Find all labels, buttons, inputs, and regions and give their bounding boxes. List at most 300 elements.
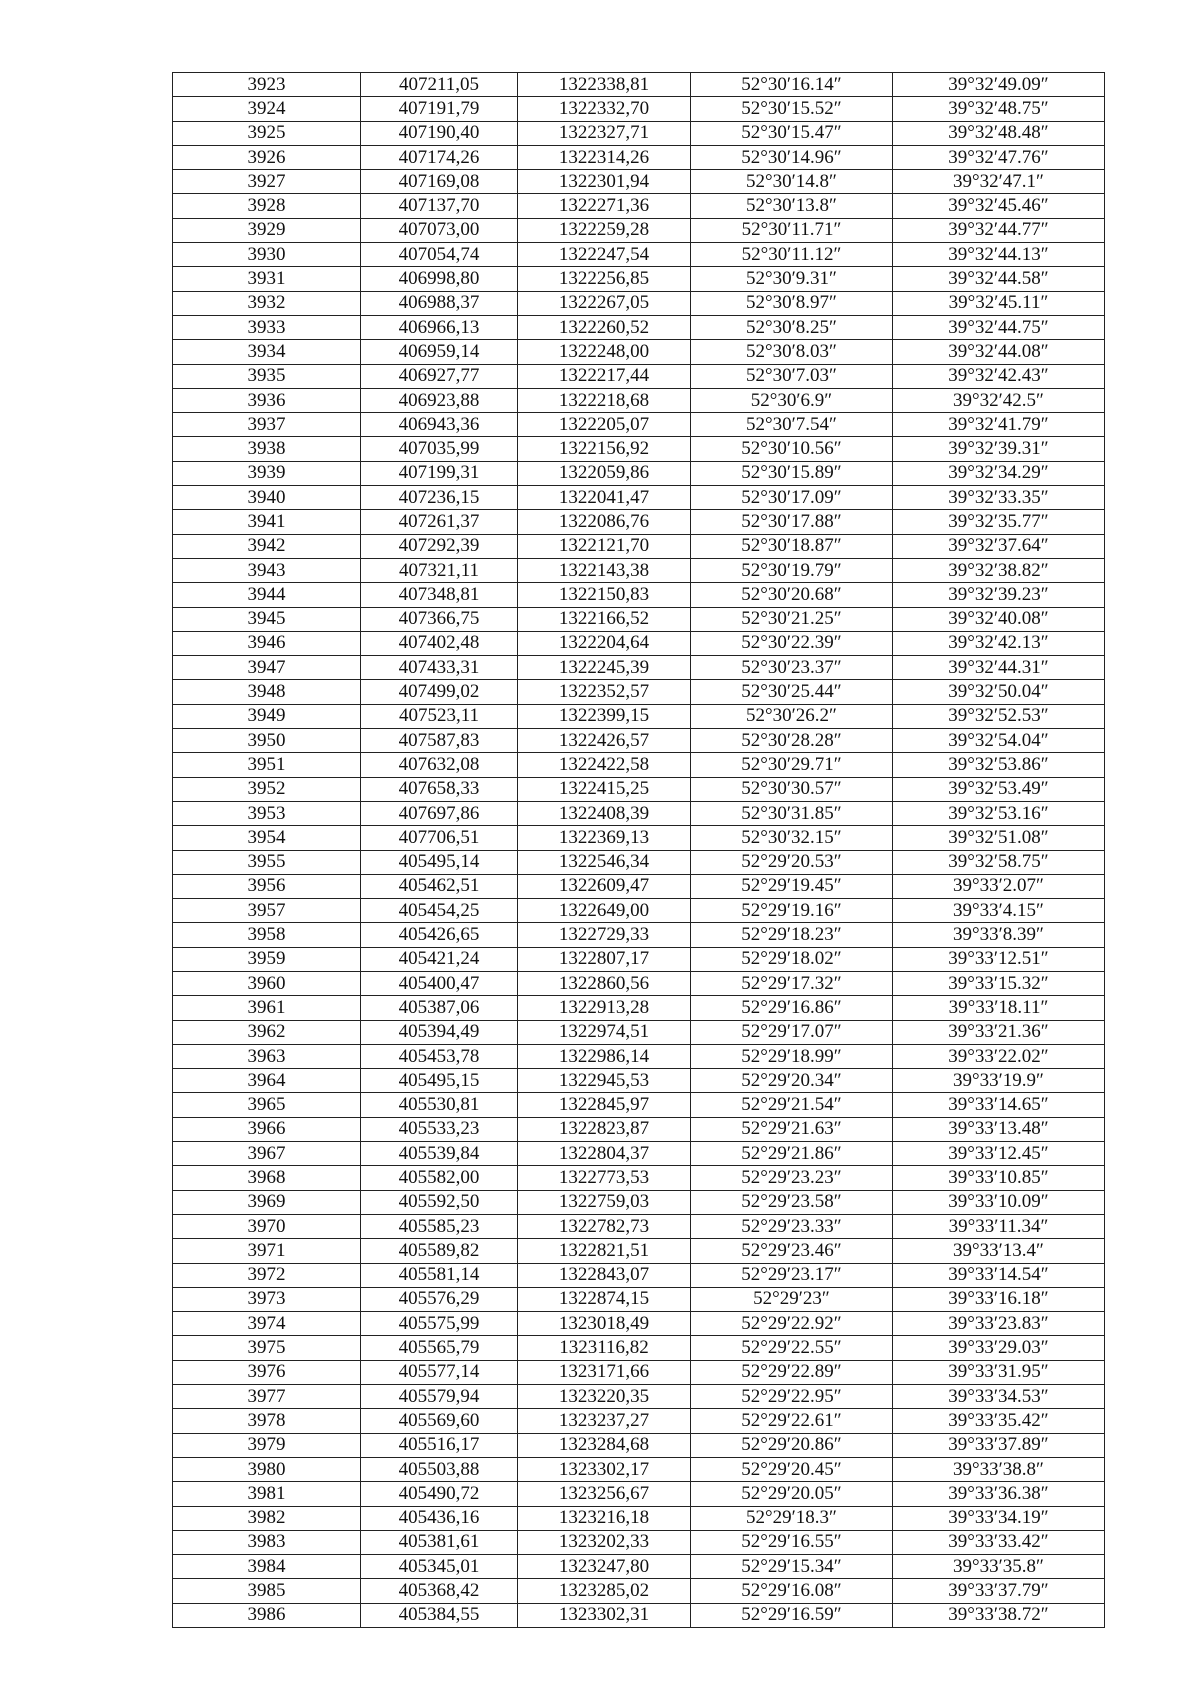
table-row xyxy=(173,315,1105,339)
table-row xyxy=(173,534,1105,558)
longitude-cell: 39°33′23.83″ xyxy=(893,1312,1105,1336)
latitude-cell: 52°29′19.16″ xyxy=(691,899,893,923)
table-row xyxy=(173,1530,1105,1554)
y-coordinate-cell: 1323247,80 xyxy=(518,1555,691,1579)
latitude-cell: 52°30′23.37″ xyxy=(691,656,893,680)
point-number-cell: 3939 xyxy=(173,461,361,485)
point-number-cell: 3963 xyxy=(173,1044,361,1068)
x-coordinate-cell: 407433,31 xyxy=(361,656,518,680)
x-coordinate-cell: 406927,77 xyxy=(361,364,518,388)
longitude-cell: 39°32′44.75″ xyxy=(893,315,1105,339)
table-row xyxy=(173,121,1105,145)
table-row xyxy=(173,1360,1105,1384)
longitude-cell: 39°32′53.49″ xyxy=(893,777,1105,801)
latitude-cell: 52°29′20.45″ xyxy=(691,1457,893,1481)
table-row xyxy=(173,291,1105,315)
point-number-cell: 3931 xyxy=(173,267,361,291)
longitude-cell: 39°32′45.11″ xyxy=(893,291,1105,315)
longitude-cell: 39°33′35.42″ xyxy=(893,1409,1105,1433)
point-number-cell: 3936 xyxy=(173,388,361,412)
table-row xyxy=(173,1385,1105,1409)
point-number-cell: 3960 xyxy=(173,971,361,995)
point-number-cell: 3955 xyxy=(173,850,361,874)
point-number-cell: 3949 xyxy=(173,704,361,728)
longitude-cell: 39°33′14.65″ xyxy=(893,1093,1105,1117)
x-coordinate-cell: 405368,42 xyxy=(361,1579,518,1603)
table-row xyxy=(173,850,1105,874)
table-row xyxy=(173,971,1105,995)
x-coordinate-cell: 407174,26 xyxy=(361,145,518,169)
y-coordinate-cell: 1322217,44 xyxy=(518,364,691,388)
point-number-cell: 3944 xyxy=(173,583,361,607)
x-coordinate-cell: 405495,14 xyxy=(361,850,518,874)
point-number-cell: 3930 xyxy=(173,243,361,267)
longitude-cell: 39°33′34.53″ xyxy=(893,1385,1105,1409)
coordinates-table xyxy=(172,72,1105,1628)
point-number-cell: 3954 xyxy=(173,826,361,850)
longitude-cell: 39°32′44.77″ xyxy=(893,218,1105,242)
y-coordinate-cell: 1323116,82 xyxy=(518,1336,691,1360)
x-coordinate-cell: 407035,99 xyxy=(361,437,518,461)
point-number-cell: 3933 xyxy=(173,315,361,339)
table-row xyxy=(173,607,1105,631)
latitude-cell: 52°29′23.17″ xyxy=(691,1263,893,1287)
x-coordinate-cell: 405394,49 xyxy=(361,1020,518,1044)
x-coordinate-cell: 407697,86 xyxy=(361,801,518,825)
latitude-cell: 52°29′20.05″ xyxy=(691,1482,893,1506)
longitude-cell: 39°33′37.79″ xyxy=(893,1579,1105,1603)
longitude-cell: 39°33′31.95″ xyxy=(893,1360,1105,1384)
longitude-cell: 39°33′21.36″ xyxy=(893,1020,1105,1044)
point-number-cell: 3984 xyxy=(173,1555,361,1579)
longitude-cell: 39°32′49.09″ xyxy=(893,73,1105,97)
table-row xyxy=(173,243,1105,267)
latitude-cell: 52°29′15.34″ xyxy=(691,1555,893,1579)
longitude-cell: 39°32′48.48″ xyxy=(893,121,1105,145)
x-coordinate-cell: 407348,81 xyxy=(361,583,518,607)
longitude-cell: 39°32′44.08″ xyxy=(893,340,1105,364)
table-row xyxy=(173,218,1105,242)
point-number-cell: 3929 xyxy=(173,218,361,242)
longitude-cell: 39°33′14.54″ xyxy=(893,1263,1105,1287)
point-number-cell: 3962 xyxy=(173,1020,361,1044)
y-coordinate-cell: 1322823,87 xyxy=(518,1117,691,1141)
latitude-cell: 52°30′14.8″ xyxy=(691,170,893,194)
x-coordinate-cell: 407054,74 xyxy=(361,243,518,267)
x-coordinate-cell: 407191,79 xyxy=(361,97,518,121)
point-number-cell: 3943 xyxy=(173,558,361,582)
longitude-cell: 39°32′44.31″ xyxy=(893,656,1105,680)
longitude-cell: 39°32′52.53″ xyxy=(893,704,1105,728)
x-coordinate-cell: 405569,60 xyxy=(361,1409,518,1433)
x-coordinate-cell: 405436,16 xyxy=(361,1506,518,1530)
y-coordinate-cell: 1322338,81 xyxy=(518,73,691,97)
longitude-cell: 39°33′16.18″ xyxy=(893,1287,1105,1311)
point-number-cell: 3971 xyxy=(173,1239,361,1263)
x-coordinate-cell: 407137,70 xyxy=(361,194,518,218)
x-coordinate-cell: 407190,40 xyxy=(361,121,518,145)
latitude-cell: 52°30′28.28″ xyxy=(691,729,893,753)
latitude-cell: 52°30′13.8″ xyxy=(691,194,893,218)
longitude-cell: 39°32′44.58″ xyxy=(893,267,1105,291)
table-row xyxy=(173,1239,1105,1263)
latitude-cell: 52°29′20.53″ xyxy=(691,850,893,874)
table-row xyxy=(173,1166,1105,1190)
y-coordinate-cell: 1322143,38 xyxy=(518,558,691,582)
table-row xyxy=(173,97,1105,121)
point-number-cell: 3934 xyxy=(173,340,361,364)
y-coordinate-cell: 1322327,71 xyxy=(518,121,691,145)
table-row xyxy=(173,1190,1105,1214)
table-row xyxy=(173,631,1105,655)
table-row xyxy=(173,753,1105,777)
table-row xyxy=(173,194,1105,218)
x-coordinate-cell: 407706,51 xyxy=(361,826,518,850)
x-coordinate-cell: 405539,84 xyxy=(361,1142,518,1166)
longitude-cell: 39°32′42.5″ xyxy=(893,388,1105,412)
table-row xyxy=(173,1409,1105,1433)
y-coordinate-cell: 1322332,70 xyxy=(518,97,691,121)
point-number-cell: 3981 xyxy=(173,1482,361,1506)
table-row xyxy=(173,340,1105,364)
y-coordinate-cell: 1322874,15 xyxy=(518,1287,691,1311)
y-coordinate-cell: 1322804,37 xyxy=(518,1142,691,1166)
point-number-cell: 3965 xyxy=(173,1093,361,1117)
x-coordinate-cell: 407211,05 xyxy=(361,73,518,97)
point-number-cell: 3967 xyxy=(173,1142,361,1166)
table-row xyxy=(173,1506,1105,1530)
x-coordinate-cell: 405381,61 xyxy=(361,1530,518,1554)
y-coordinate-cell: 1322150,83 xyxy=(518,583,691,607)
latitude-cell: 52°30′11.71″ xyxy=(691,218,893,242)
y-coordinate-cell: 1322301,94 xyxy=(518,170,691,194)
x-coordinate-cell: 405516,17 xyxy=(361,1433,518,1457)
latitude-cell: 52°30′32.15″ xyxy=(691,826,893,850)
x-coordinate-cell: 407199,31 xyxy=(361,461,518,485)
y-coordinate-cell: 1322399,15 xyxy=(518,704,691,728)
table-row xyxy=(173,1214,1105,1238)
point-number-cell: 3976 xyxy=(173,1360,361,1384)
latitude-cell: 52°30′6.9″ xyxy=(691,388,893,412)
y-coordinate-cell: 1322247,54 xyxy=(518,243,691,267)
y-coordinate-cell: 1322821,51 xyxy=(518,1239,691,1263)
table-row xyxy=(173,73,1105,97)
x-coordinate-cell: 406959,14 xyxy=(361,340,518,364)
latitude-cell: 52°30′21.25″ xyxy=(691,607,893,631)
point-number-cell: 3980 xyxy=(173,1457,361,1481)
latitude-cell: 52°29′18.3″ xyxy=(691,1506,893,1530)
y-coordinate-cell: 1322267,05 xyxy=(518,291,691,315)
table-row xyxy=(173,1336,1105,1360)
y-coordinate-cell: 1322041,47 xyxy=(518,486,691,510)
y-coordinate-cell: 1322369,13 xyxy=(518,826,691,850)
longitude-cell: 39°33′10.85″ xyxy=(893,1166,1105,1190)
table-row xyxy=(173,1142,1105,1166)
table-row xyxy=(173,801,1105,825)
latitude-cell: 52°30′16.14″ xyxy=(691,73,893,97)
point-number-cell: 3948 xyxy=(173,680,361,704)
x-coordinate-cell: 406998,80 xyxy=(361,267,518,291)
longitude-cell: 39°33′38.72″ xyxy=(893,1603,1105,1627)
table-row xyxy=(173,437,1105,461)
point-number-cell: 3974 xyxy=(173,1312,361,1336)
x-coordinate-cell: 407236,15 xyxy=(361,486,518,510)
point-number-cell: 3935 xyxy=(173,364,361,388)
x-coordinate-cell: 407292,39 xyxy=(361,534,518,558)
latitude-cell: 52°30′20.68″ xyxy=(691,583,893,607)
longitude-cell: 39°32′39.23″ xyxy=(893,583,1105,607)
longitude-cell: 39°32′34.29″ xyxy=(893,461,1105,485)
table-row xyxy=(173,1433,1105,1457)
longitude-cell: 39°32′47.1″ xyxy=(893,170,1105,194)
latitude-cell: 52°29′23.46″ xyxy=(691,1239,893,1263)
point-number-cell: 3947 xyxy=(173,656,361,680)
latitude-cell: 52°29′21.63″ xyxy=(691,1117,893,1141)
longitude-cell: 39°33′18.11″ xyxy=(893,996,1105,1020)
y-coordinate-cell: 1323302,17 xyxy=(518,1457,691,1481)
table-row xyxy=(173,1020,1105,1044)
longitude-cell: 39°33′13.4″ xyxy=(893,1239,1105,1263)
point-number-cell: 3958 xyxy=(173,923,361,947)
y-coordinate-cell: 1322086,76 xyxy=(518,510,691,534)
table-row xyxy=(173,874,1105,898)
y-coordinate-cell: 1322913,28 xyxy=(518,996,691,1020)
point-number-cell: 3927 xyxy=(173,170,361,194)
x-coordinate-cell: 405585,23 xyxy=(361,1214,518,1238)
y-coordinate-cell: 1322807,17 xyxy=(518,947,691,971)
y-coordinate-cell: 1323237,27 xyxy=(518,1409,691,1433)
point-number-cell: 3957 xyxy=(173,899,361,923)
latitude-cell: 52°29′20.34″ xyxy=(691,1069,893,1093)
x-coordinate-cell: 405345,01 xyxy=(361,1555,518,1579)
y-coordinate-cell: 1322422,58 xyxy=(518,753,691,777)
point-number-cell: 3972 xyxy=(173,1263,361,1287)
longitude-cell: 39°33′11.34″ xyxy=(893,1214,1105,1238)
table-row xyxy=(173,413,1105,437)
point-number-cell: 3924 xyxy=(173,97,361,121)
latitude-cell: 52°30′17.09″ xyxy=(691,486,893,510)
latitude-cell: 52°30′8.25″ xyxy=(691,315,893,339)
latitude-cell: 52°29′16.08″ xyxy=(691,1579,893,1603)
coordinates-table-body xyxy=(173,73,1105,1628)
table-row xyxy=(173,899,1105,923)
table-row xyxy=(173,267,1105,291)
latitude-cell: 52°30′15.52″ xyxy=(691,97,893,121)
y-coordinate-cell: 1323216,18 xyxy=(518,1506,691,1530)
y-coordinate-cell: 1322205,07 xyxy=(518,413,691,437)
x-coordinate-cell: 405454,25 xyxy=(361,899,518,923)
y-coordinate-cell: 1323302,31 xyxy=(518,1603,691,1627)
point-number-cell: 3950 xyxy=(173,729,361,753)
table-row xyxy=(173,1482,1105,1506)
table-row xyxy=(173,1117,1105,1141)
y-coordinate-cell: 1322773,53 xyxy=(518,1166,691,1190)
longitude-cell: 39°32′58.75″ xyxy=(893,850,1105,874)
latitude-cell: 52°30′26.2″ xyxy=(691,704,893,728)
x-coordinate-cell: 406966,13 xyxy=(361,315,518,339)
point-number-cell: 3946 xyxy=(173,631,361,655)
latitude-cell: 52°29′22.89″ xyxy=(691,1360,893,1384)
longitude-cell: 39°32′53.86″ xyxy=(893,753,1105,777)
y-coordinate-cell: 1322974,51 xyxy=(518,1020,691,1044)
y-coordinate-cell: 1322245,39 xyxy=(518,656,691,680)
y-coordinate-cell: 1322408,39 xyxy=(518,801,691,825)
x-coordinate-cell: 405400,47 xyxy=(361,971,518,995)
longitude-cell: 39°32′51.08″ xyxy=(893,826,1105,850)
table-row xyxy=(173,1044,1105,1068)
y-coordinate-cell: 1322860,56 xyxy=(518,971,691,995)
point-number-cell: 3956 xyxy=(173,874,361,898)
x-coordinate-cell: 407073,00 xyxy=(361,218,518,242)
longitude-cell: 39°33′15.32″ xyxy=(893,971,1105,995)
table-row xyxy=(173,1069,1105,1093)
x-coordinate-cell: 405426,65 xyxy=(361,923,518,947)
table-row xyxy=(173,680,1105,704)
point-number-cell: 3941 xyxy=(173,510,361,534)
longitude-cell: 39°33′2.07″ xyxy=(893,874,1105,898)
point-number-cell: 3937 xyxy=(173,413,361,437)
x-coordinate-cell: 407402,48 xyxy=(361,631,518,655)
table-row xyxy=(173,826,1105,850)
longitude-cell: 39°33′38.8″ xyxy=(893,1457,1105,1481)
y-coordinate-cell: 1322649,00 xyxy=(518,899,691,923)
table-row xyxy=(173,1263,1105,1287)
table-row xyxy=(173,996,1105,1020)
table-row xyxy=(173,1555,1105,1579)
latitude-cell: 52°30′8.97″ xyxy=(691,291,893,315)
y-coordinate-cell: 1322415,25 xyxy=(518,777,691,801)
point-number-cell: 3979 xyxy=(173,1433,361,1457)
y-coordinate-cell: 1322259,28 xyxy=(518,218,691,242)
y-coordinate-cell: 1323171,66 xyxy=(518,1360,691,1384)
point-number-cell: 3964 xyxy=(173,1069,361,1093)
x-coordinate-cell: 406988,37 xyxy=(361,291,518,315)
latitude-cell: 52°30′15.47″ xyxy=(691,121,893,145)
x-coordinate-cell: 405581,14 xyxy=(361,1263,518,1287)
longitude-cell: 39°33′13.48″ xyxy=(893,1117,1105,1141)
table-row xyxy=(173,1093,1105,1117)
latitude-cell: 52°30′7.03″ xyxy=(691,364,893,388)
table-row xyxy=(173,1603,1105,1627)
y-coordinate-cell: 1322609,47 xyxy=(518,874,691,898)
table-row xyxy=(173,729,1105,753)
latitude-cell: 52°30′18.87″ xyxy=(691,534,893,558)
point-number-cell: 3951 xyxy=(173,753,361,777)
latitude-cell: 52°30′15.89″ xyxy=(691,461,893,485)
x-coordinate-cell: 405387,06 xyxy=(361,996,518,1020)
longitude-cell: 39°33′33.42″ xyxy=(893,1530,1105,1554)
point-number-cell: 3959 xyxy=(173,947,361,971)
longitude-cell: 39°32′33.35″ xyxy=(893,486,1105,510)
y-coordinate-cell: 1322218,68 xyxy=(518,388,691,412)
longitude-cell: 39°32′42.43″ xyxy=(893,364,1105,388)
latitude-cell: 52°30′14.96″ xyxy=(691,145,893,169)
x-coordinate-cell: 405503,88 xyxy=(361,1457,518,1481)
y-coordinate-cell: 1322059,86 xyxy=(518,461,691,485)
x-coordinate-cell: 407366,75 xyxy=(361,607,518,631)
latitude-cell: 52°30′7.54″ xyxy=(691,413,893,437)
table-row xyxy=(173,461,1105,485)
longitude-cell: 39°32′37.64″ xyxy=(893,534,1105,558)
point-number-cell: 3973 xyxy=(173,1287,361,1311)
y-coordinate-cell: 1322759,03 xyxy=(518,1190,691,1214)
table-row xyxy=(173,656,1105,680)
latitude-cell: 52°29′17.07″ xyxy=(691,1020,893,1044)
x-coordinate-cell: 407261,37 xyxy=(361,510,518,534)
latitude-cell: 52°30′29.71″ xyxy=(691,753,893,777)
longitude-cell: 39°32′47.76″ xyxy=(893,145,1105,169)
table-row xyxy=(173,583,1105,607)
y-coordinate-cell: 1322260,52 xyxy=(518,315,691,339)
x-coordinate-cell: 406923,88 xyxy=(361,388,518,412)
x-coordinate-cell: 407632,08 xyxy=(361,753,518,777)
longitude-cell: 39°32′42.13″ xyxy=(893,631,1105,655)
latitude-cell: 52°30′30.57″ xyxy=(691,777,893,801)
y-coordinate-cell: 1322845,97 xyxy=(518,1093,691,1117)
longitude-cell: 39°33′12.45″ xyxy=(893,1142,1105,1166)
y-coordinate-cell: 1322729,33 xyxy=(518,923,691,947)
x-coordinate-cell: 407499,02 xyxy=(361,680,518,704)
latitude-cell: 52°29′22.55″ xyxy=(691,1336,893,1360)
longitude-cell: 39°33′8.39″ xyxy=(893,923,1105,947)
point-number-cell: 3923 xyxy=(173,73,361,97)
x-coordinate-cell: 405462,51 xyxy=(361,874,518,898)
point-number-cell: 3926 xyxy=(173,145,361,169)
latitude-cell: 52°29′21.54″ xyxy=(691,1093,893,1117)
y-coordinate-cell: 1323284,68 xyxy=(518,1433,691,1457)
y-coordinate-cell: 1322782,73 xyxy=(518,1214,691,1238)
y-coordinate-cell: 1322986,14 xyxy=(518,1044,691,1068)
longitude-cell: 39°33′29.03″ xyxy=(893,1336,1105,1360)
y-coordinate-cell: 1323202,33 xyxy=(518,1530,691,1554)
y-coordinate-cell: 1322204,64 xyxy=(518,631,691,655)
x-coordinate-cell: 407169,08 xyxy=(361,170,518,194)
longitude-cell: 39°33′36.38″ xyxy=(893,1482,1105,1506)
latitude-cell: 52°29′19.45″ xyxy=(691,874,893,898)
x-coordinate-cell: 405579,94 xyxy=(361,1385,518,1409)
point-number-cell: 3970 xyxy=(173,1214,361,1238)
x-coordinate-cell: 405565,79 xyxy=(361,1336,518,1360)
table-row xyxy=(173,1579,1105,1603)
latitude-cell: 52°30′8.03″ xyxy=(691,340,893,364)
y-coordinate-cell: 1322166,52 xyxy=(518,607,691,631)
latitude-cell: 52°30′17.88″ xyxy=(691,510,893,534)
point-number-cell: 3952 xyxy=(173,777,361,801)
table-row xyxy=(173,364,1105,388)
y-coordinate-cell: 1322945,53 xyxy=(518,1069,691,1093)
longitude-cell: 39°32′48.75″ xyxy=(893,97,1105,121)
x-coordinate-cell: 405576,29 xyxy=(361,1287,518,1311)
latitude-cell: 52°29′17.32″ xyxy=(691,971,893,995)
point-number-cell: 3940 xyxy=(173,486,361,510)
latitude-cell: 52°29′16.59″ xyxy=(691,1603,893,1627)
point-number-cell: 3932 xyxy=(173,291,361,315)
latitude-cell: 52°29′20.86″ xyxy=(691,1433,893,1457)
x-coordinate-cell: 405582,00 xyxy=(361,1166,518,1190)
table-row xyxy=(173,170,1105,194)
point-number-cell: 3978 xyxy=(173,1409,361,1433)
y-coordinate-cell: 1322426,57 xyxy=(518,729,691,753)
longitude-cell: 39°33′12.51″ xyxy=(893,947,1105,971)
latitude-cell: 52°29′23.58″ xyxy=(691,1190,893,1214)
longitude-cell: 39°32′45.46″ xyxy=(893,194,1105,218)
y-coordinate-cell: 1322352,57 xyxy=(518,680,691,704)
table-row xyxy=(173,486,1105,510)
longitude-cell: 39°32′38.82″ xyxy=(893,558,1105,582)
point-number-cell: 3975 xyxy=(173,1336,361,1360)
longitude-cell: 39°32′53.16″ xyxy=(893,801,1105,825)
table-row xyxy=(173,923,1105,947)
